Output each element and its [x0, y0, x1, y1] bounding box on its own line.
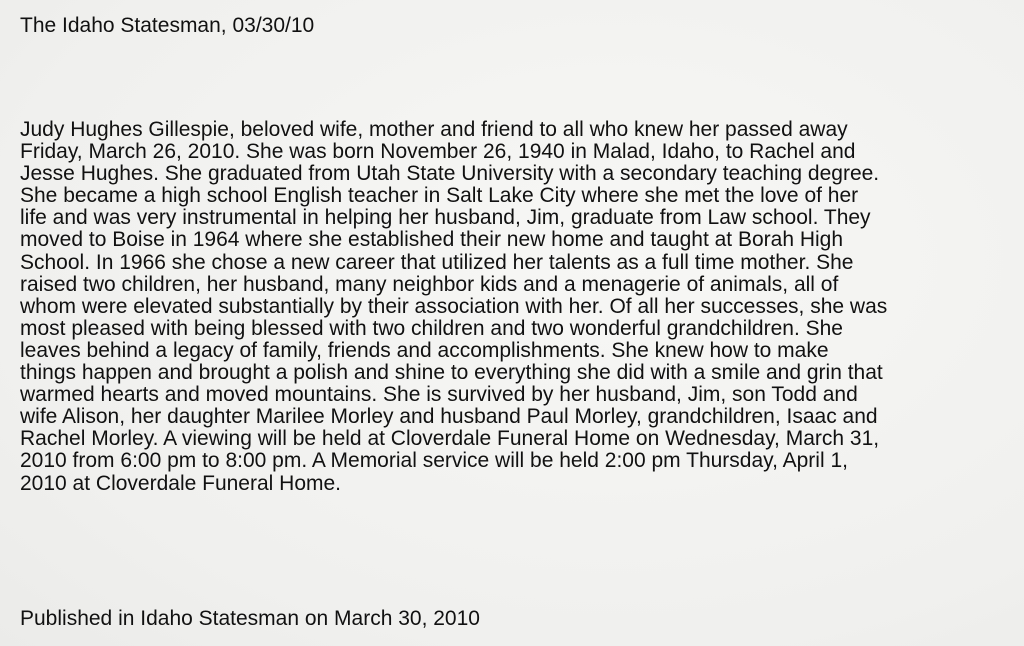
obituary-line: School. In 1966 she chose a new career that utilized her talents as a full time mother. She [20, 250, 854, 274]
obituary-line: 2010 from 6:00 pm to 8:00 pm. A Memorial service will be held 2:00 pm Thursday, April 1, [20, 449, 848, 473]
obituary-line: raised two children, her husband, many neighbor kids and a menagerie of animals, all of [20, 272, 839, 296]
document-header: The Idaho Statesman, 03/30/10 [20, 14, 315, 37]
obituary-line: Jesse Hughes. She graduated from Utah State University with a secondary teaching degree. [20, 162, 880, 186]
obituary-line: wife Alison, her daughter Marilee Morley and husband Paul Morley, grandchildren, Isaac and [20, 405, 878, 429]
obituary-line: life and was very instrumental in helping her husband, Jim, graduate from Law school. They [20, 206, 871, 230]
publication-note: Published in Idaho Statesman on March 30, 2010 [20, 607, 480, 630]
obituary-text [20, 119, 1020, 495]
obituary-line: moved to Boise in 1964 where she established their new home and taught at Borah High [20, 228, 844, 252]
obituary-line: leaves behind a legacy of family, friends and accomplishments. She knew how to make [20, 338, 829, 362]
obituary-line: things happen and brought a polish and shine to everything she did with a smile and grin that [20, 361, 883, 385]
obituary-line: Rachel Morley. A viewing will be held at Cloverdale Funeral Home on Wednesday, March 31, [20, 427, 880, 451]
obituary-line: whom were elevated substantially by their association with her. Of all her successes, she was [20, 294, 888, 318]
obituary-line: She became a high school English teacher in Salt Lake City where she met the love of her [20, 184, 859, 208]
obituary-line: most pleased with being blessed with two children and two wonderful grandchildren. She [20, 316, 843, 340]
obituary-line: Judy Hughes Gillespie, beloved wife, mother and friend to all who knew her passed away [20, 118, 848, 141]
obituary-line: Friday, March 26, 2010. She was born November 26, 1940 in Malad, Idaho, to Rachel and [20, 140, 856, 164]
obituary-line: 2010 at Cloverdale Funeral Home. [20, 471, 342, 495]
obituary-line: warmed hearts and moved mountains. She is survived by her husband, Jim, son Todd and [20, 383, 858, 407]
